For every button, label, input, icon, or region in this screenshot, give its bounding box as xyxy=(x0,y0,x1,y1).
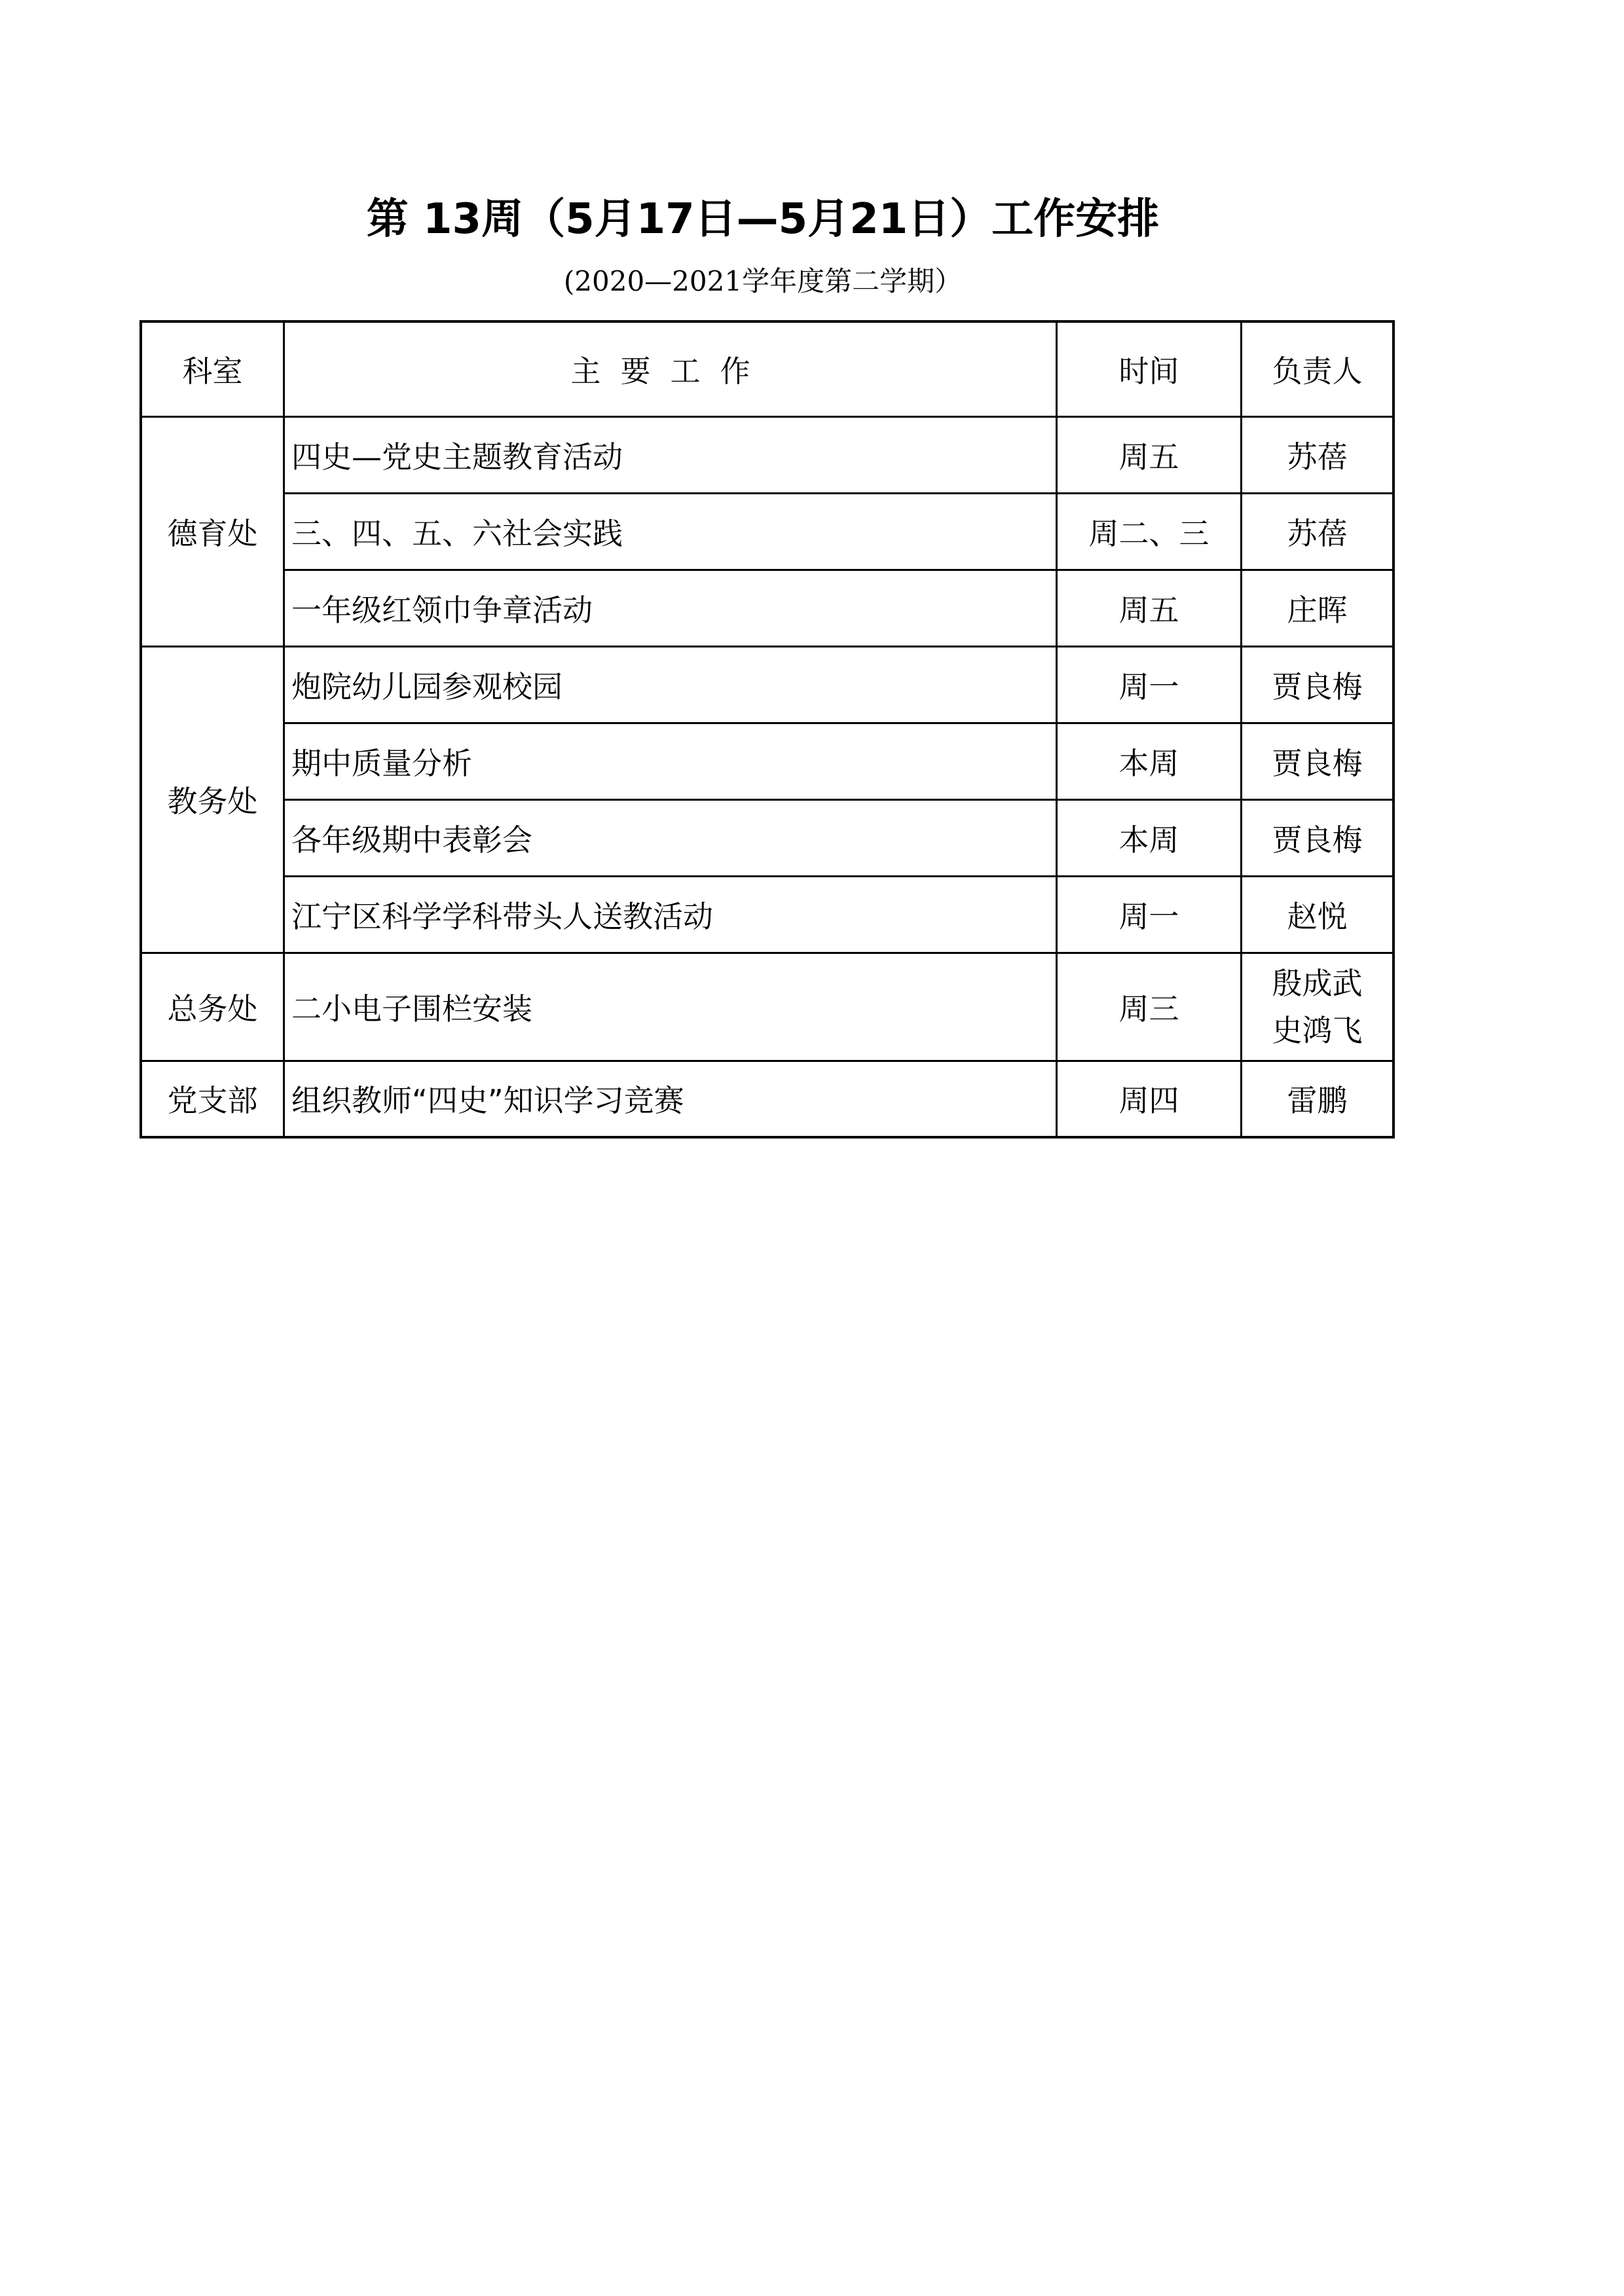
table-header-row xyxy=(141,321,1393,416)
table-row xyxy=(141,723,1393,799)
owner-cell: 庄晖 xyxy=(1242,570,1394,646)
time-cell: 周一 xyxy=(1057,646,1242,723)
table-row xyxy=(141,493,1393,570)
department-cell: 教务处 xyxy=(141,646,284,953)
time-cell: 周三 xyxy=(1057,953,1242,1061)
work-cell: 二小电子围栏安装 xyxy=(284,953,1057,1061)
time-cell: 周五 xyxy=(1057,416,1242,493)
header-work: 主要工作 xyxy=(284,321,1057,416)
owner-cell: 苏蓓 xyxy=(1242,493,1394,570)
owner-cell xyxy=(1242,953,1394,1061)
page-title: 第 13周（5月17日—5月21日）工作安排 xyxy=(366,195,1160,244)
owner-cell: 贾良梅 xyxy=(1242,646,1394,723)
table-row xyxy=(141,953,1393,1061)
owner-cell: 赵悦 xyxy=(1242,876,1394,953)
work-cell: 各年级期中表彰会 xyxy=(284,799,1057,876)
department-cell: 党支部 xyxy=(141,1061,284,1137)
schedule-table xyxy=(139,320,1395,1139)
work-cell: 组织教师“四史”知识学习竞赛 xyxy=(284,1061,1057,1137)
time-cell: 本周 xyxy=(1057,799,1242,876)
work-cell: 三、四、五、六社会实践 xyxy=(284,493,1057,570)
department-cell: 德育处 xyxy=(141,416,284,646)
header-department: 科室 xyxy=(141,321,284,416)
work-cell: 炮院幼儿园参观校园 xyxy=(284,646,1057,723)
page-subtitle: (2020—2021学年度第二学期） xyxy=(563,265,963,297)
owner-cell: 贾良梅 xyxy=(1242,799,1394,876)
owner-cell: 贾良梅 xyxy=(1242,723,1394,799)
owner-cell: 雷鹏 xyxy=(1242,1061,1394,1137)
table-row xyxy=(141,646,1393,723)
work-cell: 期中质量分析 xyxy=(284,723,1057,799)
department-cell: 总务处 xyxy=(141,953,284,1061)
time-cell: 周二、三 xyxy=(1057,493,1242,570)
header-owner: 负责人 xyxy=(1242,321,1394,416)
work-cell: 江宁区科学学科带头人送教活动 xyxy=(284,876,1057,953)
table-row xyxy=(141,1061,1393,1137)
owner-name: 殷成武 xyxy=(1272,965,1363,1001)
work-cell: 四史—党史主题教育活动 xyxy=(284,416,1057,493)
time-cell: 周五 xyxy=(1057,570,1242,646)
time-cell: 周四 xyxy=(1057,1061,1242,1137)
owner-cell: 苏蓓 xyxy=(1242,416,1394,493)
table-row xyxy=(141,799,1393,876)
time-cell: 本周 xyxy=(1057,723,1242,799)
header-time: 时间 xyxy=(1057,321,1242,416)
work-cell: 一年级红领巾争章活动 xyxy=(284,570,1057,646)
time-cell: 周一 xyxy=(1057,876,1242,953)
table-row xyxy=(141,416,1393,493)
owner-name: 史鸿飞 xyxy=(1272,1012,1363,1048)
table-row xyxy=(141,876,1393,953)
table-row xyxy=(141,570,1393,646)
